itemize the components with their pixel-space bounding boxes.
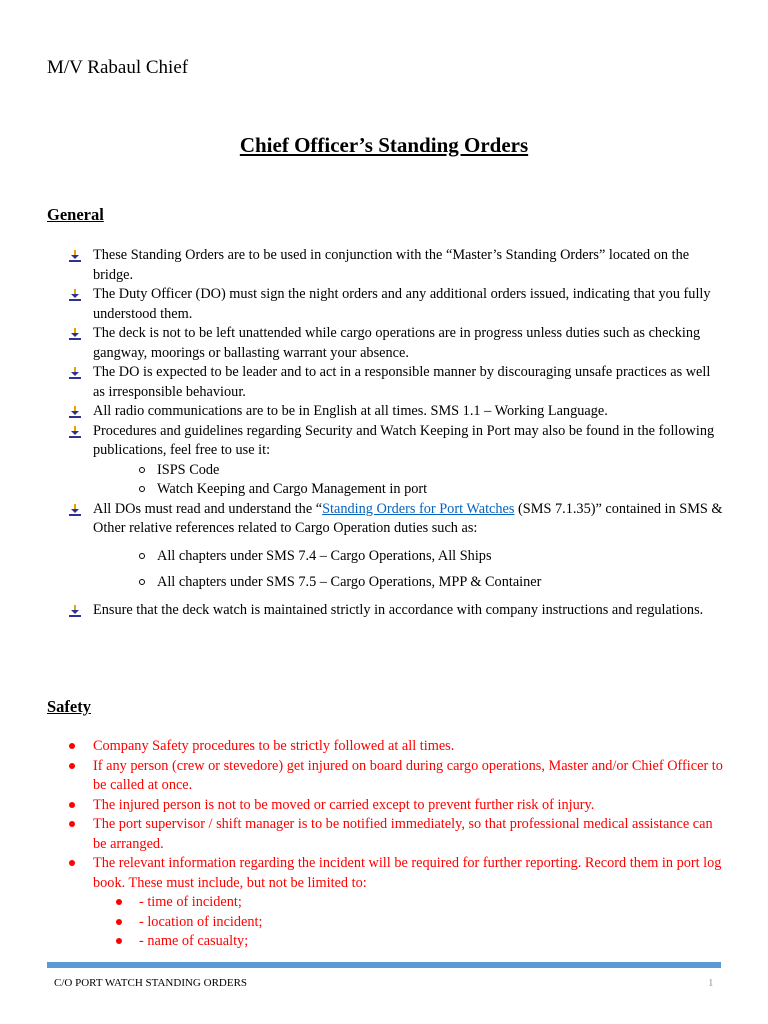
list-item (0, 601, 723, 621)
list-item (0, 913, 699, 933)
general-list (0, 246, 768, 620)
chapter-item-text: All chapters under SMS 7.4 – Cargo Operations, All Ships (157, 547, 492, 564)
list-item (0, 932, 699, 952)
arrow-bullet-icon (69, 250, 81, 262)
vessel-name: M/V Rabaul Chief (47, 57, 189, 78)
list-item (0, 854, 723, 893)
arrow-bullet-icon (69, 504, 81, 516)
sub-item-text: ISPS Code (157, 461, 220, 478)
safety-item-text: The injured person is not to be moved or carried except to prevent further risk of injury. (93, 796, 595, 813)
list-item (0, 246, 723, 285)
red-dot-bullet-icon (69, 860, 75, 866)
red-dot-bullet-icon (116, 919, 122, 925)
list-item (0, 285, 723, 324)
arrow-bullet-icon (69, 328, 81, 340)
red-dot-bullet-icon (69, 821, 75, 827)
list-item (0, 324, 723, 363)
footer-title: C/O PORT WATCH STANDING ORDERS (54, 977, 248, 989)
list-item (0, 737, 723, 757)
arrow-bullet-icon (69, 367, 81, 379)
list-item (0, 815, 723, 854)
document-title: Chief Officer’s Standing Orders (239, 133, 529, 157)
list-item (0, 422, 723, 461)
general-item-text: The Duty Officer (DO) must sign the night orders and any additional orders issued, indicating that you fully understood them. (93, 286, 711, 322)
arrow-bullet-icon (69, 426, 81, 438)
list-item (0, 573, 717, 593)
red-dot-bullet-icon (69, 802, 75, 808)
footer-divider (47, 962, 721, 968)
red-dot-bullet-icon (69, 743, 75, 749)
do-item-before: All DOs must read and understand the “ (93, 500, 323, 517)
chapter-item-text: All chapters under SMS 7.5 – Cargo Operations, MPP & Container (157, 574, 542, 590)
general-item-text: Procedures and guidelines regarding Security and Watch Keeping in Port may also be found in the following publications, feel free to use it: (93, 422, 715, 458)
general-heading: General (47, 205, 104, 224)
list-item (0, 757, 723, 796)
safety-item-text: The port supervisor / shift manager is to be notified immediately, so that professional medical assistance can be arranged. (93, 816, 713, 852)
safety-item-text: The relevant information regarding the incident will be required for further reporting. Record them in port log book. These must include, but not be limited to: (93, 855, 722, 891)
safety-list (0, 737, 768, 952)
general-item-text: These Standing Orders are to be used in conjunction with the “Master’s Standing Orders” located on the bridge. (93, 247, 690, 283)
general-item-text: All radio communications are to be in English at all times. SMS 1.1 – Working Language. (93, 403, 608, 419)
arrow-bullet-icon (69, 289, 81, 301)
general-item-text: The deck is not to be left unattended while cargo operations are in progress unless duties such as checking gangway, moorings or ballasting warrant your absence. (93, 325, 701, 361)
general-item-text: Ensure that the deck watch is maintained strictly in accordance with company instructions and regulations. (93, 601, 704, 618)
arrow-bullet-icon (69, 605, 81, 617)
safety-item-text: Company Safety procedures to be strictly followed at all times. (93, 738, 455, 754)
list-item (0, 893, 699, 913)
safety-sub-item-text: - time of incident; (139, 894, 242, 910)
circle-bullet-icon (139, 467, 145, 473)
safety-item-text: If any person (crew or stevedore) get injured on board during cargo operations, Master and/or Chief Officer to be called at once. (93, 757, 723, 793)
safety-heading: Safety (47, 697, 91, 716)
arrow-bullet-icon (69, 406, 81, 418)
red-dot-bullet-icon (116, 938, 122, 944)
sub-item-text: Watch Keeping and Cargo Management in port (157, 481, 428, 497)
page-number: 1 (708, 977, 714, 989)
circle-bullet-icon (139, 553, 145, 559)
list-item (0, 480, 717, 500)
general-item-text: The DO is expected to be leader and to act in a responsible manner by discouraging unsafe practices as well as irresponsible behaviour. (93, 364, 711, 400)
list-item (0, 363, 723, 402)
do-item-after: (SMS 7.1.35)” contained in SMS & Other relative references related to Cargo Operation duties such as: (93, 500, 723, 536)
safety-sub-item-text: - location of incident; (139, 913, 263, 930)
circle-bullet-icon (139, 579, 145, 585)
red-dot-bullet-icon (116, 899, 122, 905)
standing-orders-link[interactable]: Standing Orders for Port Watches (322, 500, 515, 517)
red-dot-bullet-icon (69, 763, 75, 769)
list-item (0, 796, 723, 816)
list-item (0, 500, 723, 539)
circle-bullet-icon (139, 486, 145, 492)
list-item (0, 547, 717, 567)
list-item (0, 461, 717, 481)
list-item (0, 402, 723, 422)
safety-sub-item-text: - name of casualty; (139, 933, 249, 949)
